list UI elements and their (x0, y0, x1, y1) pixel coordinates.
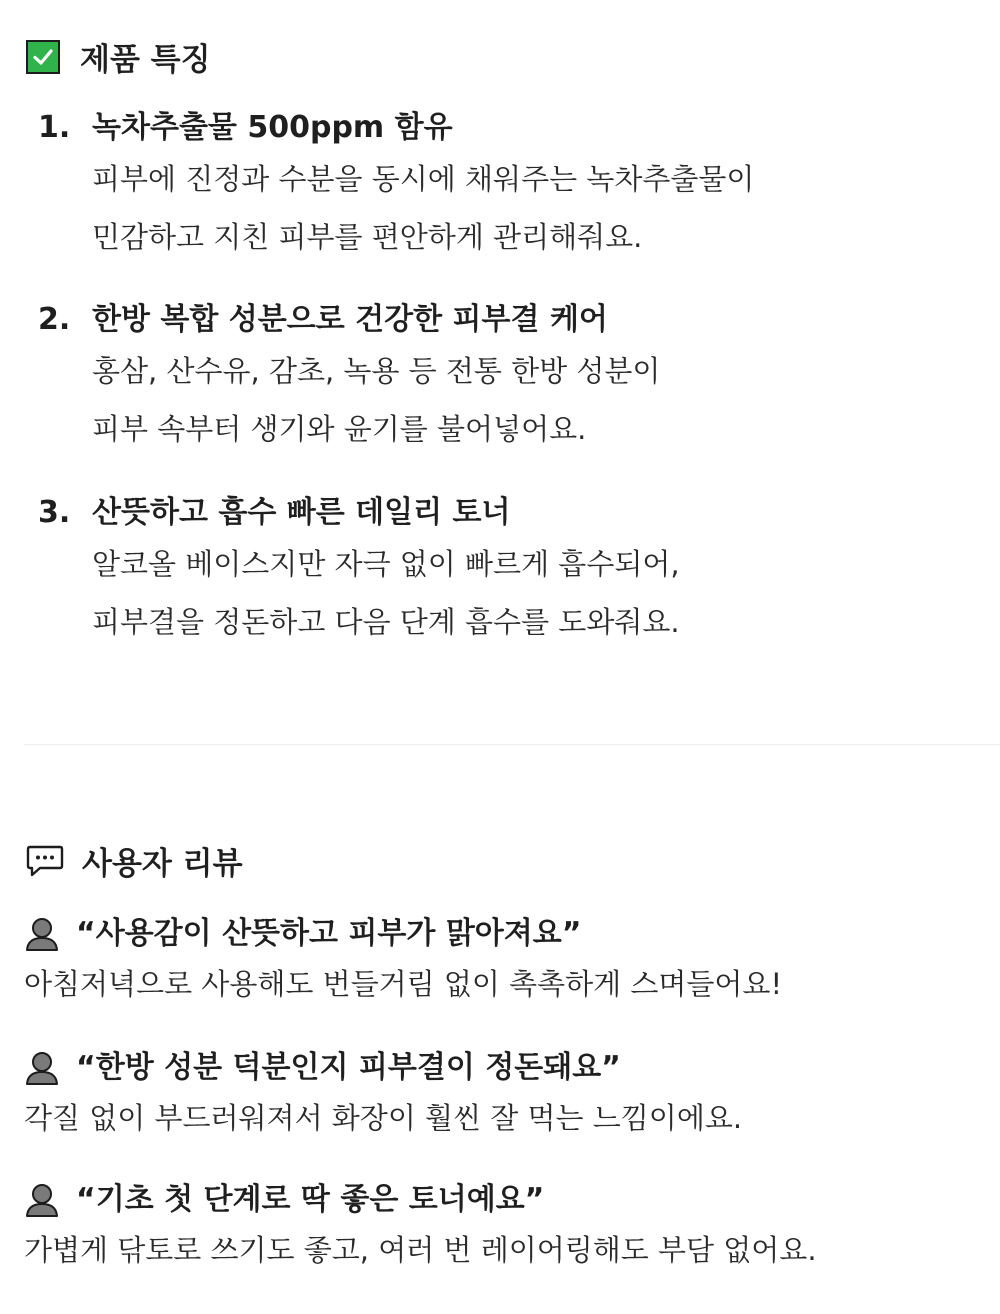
features-title-text: 제품 특징 (80, 42, 211, 78)
review-title (24, 1046, 984, 1090)
review-title-text: “사용감이 산뜻하고 피부가 맑아져요” (76, 916, 582, 951)
feature-number: 3. (38, 495, 71, 530)
feature-number: 2. (38, 302, 71, 337)
feature-title (38, 106, 978, 150)
review-text: 아침저녁으로 사용해도 번들거림 없이 촉촉하게 스며들어요! (24, 967, 783, 1001)
feature-title (38, 298, 978, 342)
feature-title-text: 녹차추출물 500ppm 함유 (92, 110, 453, 145)
section-divider (24, 744, 1000, 745)
review-item (24, 1046, 984, 1146)
feature-description-line: 홍삼, 산수유, 감초, 녹용 등 전통 한방 성분이 (92, 354, 661, 388)
reviews-title-text: 사용자 리뷰 (82, 846, 243, 882)
person-icon (24, 916, 60, 952)
speech-bubble-icon (26, 844, 64, 878)
reviews-section-title (26, 838, 243, 883)
review-item (24, 912, 984, 1012)
check-mark-icon (26, 40, 60, 74)
person-icon (24, 1182, 60, 1218)
feature-number: 1. (38, 110, 71, 145)
review-title-text: “기초 첫 단계로 딱 좋은 토너예요” (76, 1182, 545, 1217)
features-section-title (26, 34, 211, 79)
feature-title-text: 산뜻하고 흡수 빠른 데일리 토너 (92, 495, 511, 530)
review-text: 각질 없이 부드러워져서 화장이 훨씬 잘 먹는 느낌이에요. (24, 1101, 743, 1135)
feature-description-line: 피부결을 정돈하고 다음 단계 흡수를 도와줘요. (92, 605, 680, 639)
feature-item (38, 298, 978, 458)
review-title (24, 1178, 984, 1222)
feature-description-line: 알코올 베이스지만 자극 없이 빠르게 흡수되어, (92, 547, 680, 581)
feature-title-text: 한방 복합 성분으로 건강한 피부결 케어 (92, 302, 608, 337)
feature-item (38, 106, 978, 266)
review-title-text: “한방 성분 덕분인지 피부결이 정돈돼요” (76, 1050, 621, 1085)
feature-item (38, 491, 978, 651)
feature-description-line: 민감하고 지친 피부를 편안하게 관리해줘요. (92, 220, 643, 254)
review-text: 가볍게 닦토로 쓰기도 좋고, 여러 번 레이어링해도 부담 없어요. (24, 1233, 817, 1267)
person-icon (24, 1050, 60, 1086)
review-item (24, 1178, 984, 1278)
review-title (24, 912, 984, 956)
feature-description-line: 피부에 진정과 수분을 동시에 채워주는 녹차추출물이 (92, 162, 755, 196)
feature-title (38, 491, 978, 535)
feature-description-line: 피부 속부터 생기와 윤기를 불어넣어요. (92, 412, 587, 446)
